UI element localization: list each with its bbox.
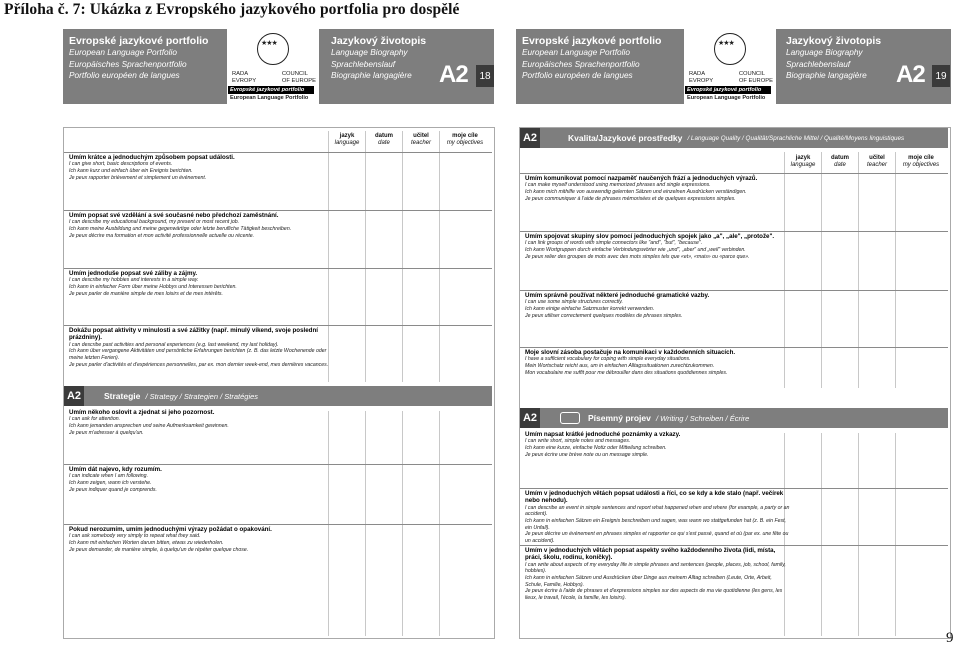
list-item: Umím někoho oslovit a zjednat si jeho pozornost. I can ask for attention. Ich kann jemanden ansprechen und seine Aufmerksamkeit gewinnen. Je peux m'adresser à quelqu'un.	[69, 409, 229, 436]
list-item: Umím komunikovat pomocí nazpaměť naučených frází a jednoduchých výrazů. I can make myself understood using memorized phrases and single expressions. Ich kann mich mithilfe von auswendig gelernten Sätzen und einzelnen Ausdrücken verständigen. Je peux communiquer à l'aide de phrases mémorisées et de quelques expressions simples.	[525, 175, 758, 202]
portfolio-title-block: Evropské jazykové portfolio European Language Portfolio Europäisches Sprachenportfolio Portfolio européen de langues	[69, 35, 209, 81]
section-writing: A2 Písemný projev / Writing / Schreiben / Écrire	[520, 408, 948, 428]
list-item: Umím dát najevo, kdy rozumím. I can indicate when I am following. Ich kann zeigen, wann ich verstehe. Je peux indiquer quand je comprends.	[69, 466, 162, 493]
list-item: Umím jednoduše popsat své záliby a zájmy. I can describe my hobbies and interests in a simple way. Ich kann in einfacher Form über meine Hobbys und Interessen berichten. Je peux parler de manière simple de mes loisirs et de mes intérêts.	[69, 270, 237, 297]
header-band-left	[63, 29, 494, 104]
council-of-europe-logo: ★★★ RADA EVROPY COUNCIL OF EUROPE Evropské jazykové portfolio European Language Portfolio	[684, 29, 776, 104]
biography-title-block: Jazykový životopis Language Biography Sprachlebenslauf Biographie langagière	[786, 35, 882, 81]
page-number-left: 18	[476, 65, 494, 87]
left-checklist-panel: jazyk language datum date učitel teacher moje cíle my objectives Umím krátce a jednoduchým způsobem popsat události. I can give short, basic descriptions of events. Ich kann kurz und einfach über ein Ereignis berichten. Je peux rapporter brièvement et simplement un événement. Umím popsat své vzdělání a své současné nebo předchozí zaměstnání. I can describe my educational background, my present or most recent job. Ich kann meine Ausbildung und meine gegenwärtige oder letzte berufliche Tätigkeit beschreiben. Je peux décrire ma formation et mon activité professionnelle actuelle ou récente. Umím jednoduše popsat své záliby a zájmy. I can describe my hobbies and interests in a simple way. Ich kann in einfacher Form über meine Hobbys und Interessen berichten. Je peux parler de manière simple de mes loisirs et de mes intérêts. Dokážu popsat aktivity v minulosti a své zážitky (např. minulý víkend, svoje poslední prázdniny). I can describe past activities and personal experiences (e.g. last weekend, my last holiday). Ich kann über vergangene Aktivitäten und persönliche Erfahrungen berichten (z. B. das letzte Wochenende oder meine letzten Ferien). Je peux parler d'activités et d'expériences personnelles, par ex. mon dernier week-end, mes dernières vacances. A2 Strategie / Strategy / Strategien / Stratégies Umím někoho oslovit a zjednat si jeho pozornost. I can ask for attention. Ich kann jemanden ansprechen und seine Aufmerksamkeit gewinnen. Je peux m'adresser à quelqu'un. Umím dát najevo, kdy rozumím. I can indicate when I am following. Ich kann zeigen, wann ich verstehe. Je peux indiquer quand je comprends. Pokud nerozumím, umím jednoduchými výrazy požádat o opakování. I can ask somebody very simply to repeat what they said. Ich kann mit einfachen Worten darum bitten, etwas zu wiederholen. Je peux demander, de manière simple, à quelqu'un de répéter quelque chose.	[63, 127, 495, 639]
list-item: Umím napsat krátké jednoduché poznámky a vzkazy. I can write short, simple notes and messages. Ich kann eine kurze, einfache Notiz oder Mitteilung schreiben. Je peux écrire une brève note ou un message simple.	[525, 431, 681, 458]
level-badge: A2	[64, 386, 84, 406]
logo-circle-icon	[714, 33, 746, 65]
biography-title-block: Jazykový životopis Language Biography Sprachlebenslauf Biographie langagière	[331, 35, 427, 81]
right-checklist-panel: A2 Kvalita/Jazykové prostředky / Language Quality / Qualität/Sprachliche Mittel / Qualité/Moyens linguistiques jazyk language datum date učitel teacher moje cíle my objectives Umím komunikovat pomocí nazpaměť naučených frází a jednoduchých výrazů. I can make myself understood using memorized phrases and single expressions. Ich kann mich mithilfe von auswendig gelernten Sätzen und einzelnen Ausdrücken verständigen. Je peux communiquer à l'aide de phrases mémorisées et de quelques expressions simples. Umím spojovat skupiny slov pomocí jednoduchých spojek jako „a", „ale", „protože". I can link groups of words with simple connectors like "and", "but", "because". Ich kann Wortgruppen durch einfache Verbindungswörter wie „und", „aber" und „weil" verbinden. Je peux relier des groupes de mots avec des mots simples tels que «et», «mais» ou «parce que». Umím správně používat některé jednoduché gramatické vazby. I can use some simple structures correctly. Ich kann einige einfache Satzmuster korrekt verwenden. Je peux utiliser correctement quelques modèles de phrases simples. Moje slovní zásoba postačuje na komunikaci v každodenních situacích. I have a sufficient vocabulary for coping with simple everyday situations. Mein Wortschatz reicht aus, um in einfachen Alltagssituationen zurechtzukommen. Mon vocabulaire me suffit pour me débrouiller dans des situations quotidiennes simples. A2 Písemný projev / Writing / Schreiben / Écrire Umím napsat krátké jednoduché poznámky a vzkazy. I can write short, simple notes and messages. Ich kann eine kurze, einfache Notiz oder Mitteilung schreiben. Je peux écrire une brève note ou un message simple. Umím v jednoduchých větách popsat události a říci, co se kdy a kde stalo (např. večírek nebo nehodu). I can describe an event in simple sentences and report what happened when and where (for example, a party or an accident). Ich kann in einfachen Sätzen ein Ereignis beschreiben und sagen, was wann wo stattgefunden hat (z. B. ein Fest, ein Unfall). Je peux décrire un événement en phrases simples et rapporter ce qui s'est passé, quand et où (par ex. une fête ou un accident). Umím v jednoduchých větách popsat aspekty svého každodenního života (lidi, místa, práci, školu, rodinu, koníčky). I can write about aspects of my everyday life in simple phrases and sentences (people, places, job, school, family, hobbies). Ich kann in einfachen Sätzen und Ausdrücken über Dinge aus meinem Alltag schreiben (Leute, Orte, Arbeit, Schule, Familie, Hobbys). Je peux écrire à l'aide de phrases et d'expressions simples sur des aspects de ma vie quotidienne (les gens, les lieux, le travail, l'école, la famille, les loisirs).	[519, 127, 951, 639]
page-number-right: 19	[932, 65, 950, 87]
stars-icon: ★★★	[718, 40, 734, 47]
list-item: Umím popsat své vzdělání a své současné nebo předchozí zaměstnání. I can describe my educational background, my present or most recent job. Ich kann meine Ausbildung und meine gegenwärtige oder letzte berufliche Tätigkeit beschreiben. Je peux décrire ma formation et mon activité professionnelle actuelle ou récente.	[69, 212, 292, 239]
pen-icon	[560, 412, 580, 424]
level-badge: A2	[520, 128, 540, 148]
list-item: Dokážu popsat aktivity v minulosti a své zážitky (např. minulý víkend, svoje poslední prázdniny). I can describe past activities and personal experiences (e.g. last weekend, my last holiday). Ich kann über vergangene Aktivitäten und persönliche Erfahrungen berichten (z. B. das letzte Wochenende oder meine letzten Ferien). Je peux parler d'activités et d'expériences personnelles, par ex. mon dernier week-end, mes dernières vacances.	[69, 327, 329, 368]
list-item: Umím v jednoduchých větách popsat události a říci, co se kdy a kde stalo (např. večírek nebo nehodu). I can describe an event in simple sentences and report what happened when and where (for example, a party or an accident). Ich kann in einfachen Sätzen ein Ereignis beschreiben und sagen, was wann wo stattgefunden hat (z. B. ein Fest, ein Unfall). Je peux décrire un événement en phrases simples et rapporter ce qui s'est passé, quand et où (par ex. une fête ou un accident).	[525, 490, 790, 544]
header-band-right	[516, 29, 951, 104]
section-quality: A2 Kvalita/Jazykové prostředky / Language Quality / Qualität/Sprachliche Mittel / Qualité/Moyens linguistiques	[520, 128, 948, 148]
stars-icon: ★★★	[261, 40, 277, 47]
section-strategies: A2 Strategie / Strategy / Strategien / Stratégies	[64, 386, 492, 406]
list-item: Moje slovní zásoba postačuje na komunikaci v každodenních situacích. I have a sufficient vocabulary for coping with simple everyday situations. Mein Wortschatz reicht aus, um in einfachen Alltagssituationen zurechtzukommen. Mon vocabulaire me suffit pour me débrouiller dans des situations quotidiennes simples.	[525, 349, 736, 376]
council-of-europe-logo: ★★★ RADA EVROPY COUNCIL OF EUROPE Evropské jazykové portfolio European Language Portfolio	[227, 29, 319, 104]
list-item: Umím krátce a jednoduchým způsobem popsat události. I can give short, basic descriptions of events. Ich kann kurz und einfach über ein Ereignis berichten. Je peux rapporter brièvement et simplement un événement.	[69, 154, 235, 181]
page-number: 9	[946, 630, 954, 646]
level-label: A2	[439, 61, 468, 88]
list-item: Umím správně používat některé jednoduché gramatické vazby. I can use some simple structures correctly. Ich kann einige einfache Satzmuster korrekt verwenden. Je peux utiliser correctement quelques modèles de phrases simples.	[525, 292, 710, 319]
logo-circle-icon	[257, 33, 289, 65]
list-item: Pokud nerozumím, umím jednoduchými výrazy požádat o opakování. I can ask somebody very simply to repeat what they said. Ich kann mit einfachen Worten darum bitten, etwas zu wiederholen. Je peux demander, de manière simple, à quelqu'un de répéter quelque chose.	[69, 526, 272, 553]
page-title: Příloha č. 7: Ukázka z Evropského jazykového portfolia pro dospělé	[4, 1, 460, 18]
level-label: A2	[896, 61, 925, 88]
level-badge: A2	[520, 408, 540, 428]
list-item: Umím spojovat skupiny slov pomocí jednoduchých spojek jako „a", „ale", „protože". I can link groups of words with simple connectors like "and", "but", "because". Ich kann Wortgruppen durch einfache Verbindungswörter wie „und", „aber" und „weil" verbinden. Je peux relier des groupes de mots avec des mots simples tels que «et», «mais» ou «parce que».	[525, 233, 775, 260]
list-item: Umím v jednoduchých větách popsat aspekty svého každodenního života (lidi, místa, práci, školu, rodinu, koníčky). I can write about aspects of my everyday life in simple phrases and sentences (people, places, job, school, family, hobbies). Ich kann in einfachen Sätzen und Ausdrücken über Dinge aus meinem Alltag schreiben (Leute, Orte, Arbeit, Schule, Familie, Hobbys). Je peux écrire à l'aide de phrases et d'expressions simples sur des aspects de ma vie quotidienne (les gens, les lieux, le travail, l'école, la famille, les loisirs).	[525, 547, 786, 601]
portfolio-title-block: Evropské jazykové portfolio European Language Portfolio Europäisches Sprachenportfolio Portfolio européen de langues	[522, 35, 662, 81]
